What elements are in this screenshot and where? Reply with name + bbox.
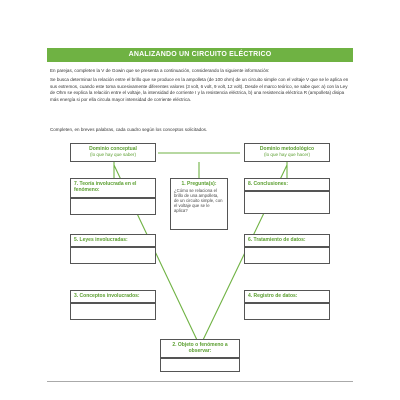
concepts-answer-box[interactable] [70,303,156,320]
object-answer-box[interactable] [160,358,240,372]
question-title: 1. Pregunta(s): [181,181,217,187]
conceptual-domain-subtitle: (lo que hay que saber) [90,152,136,157]
data-treatment-answer-box[interactable] [244,247,330,264]
methodological-domain-header [244,143,330,162]
theory-answer-box[interactable] [70,198,156,215]
data-record-box-label: 4. Registro de datos: [244,290,330,303]
question-text: ¿Cómo se relaciona el brillo de una ampolleta, de un circuito simple, con el voltaje que se le aplica? [174,188,223,214]
laws-box-label: 5. Leyes involucradas: [70,234,156,247]
methodological-domain-title: Dominio metodológico [259,146,315,152]
description-text: Se busca determinar la relación entre el brillo que se produce en la ampolleta (de 100 ohm) de un circuito simple con el voltaje V que se le aplica en sus extremos, cuando este toma sucesivamente diferentes valores (3 volt, 6 volt, 9 volt, 12 volt). Desde el marco teórico, se sabe que: a) con la Ley de Ohm se explica la relación entre el voltaje, la intensidad de corriente I y la resistencia eléctrica, b) una resistencia eléctrica R (ampolleta) disipa más energía si por ella circula mayor intensidad de corriente eléctrica. [50,77,349,103]
theory-box-label: 7. Teoría involucrada en el fenómeno: [70,178,156,198]
footer-divider [47,381,353,382]
conclusions-answer-box[interactable] [244,191,330,214]
laws-answer-box[interactable] [70,247,156,264]
data-treatment-box-label: 6. Tratamiento de datos: [244,234,330,247]
question-box[interactable] [170,178,228,230]
concepts-box-label: 3. Conceptos involucrados: [70,290,156,303]
instruction-text: Completen, en breves palabras, cada cuadro según los conceptos solicitados. [50,127,208,132]
object-box-label: 2. Objeto o fenómeno a observar: [160,339,240,358]
intro-text: En parejas, completen la V de Gowin que se presenta a continuación, considerando la siguiente información: [50,68,270,73]
conceptual-domain-header [70,143,156,162]
conceptual-domain-title: Dominio conceptual [89,146,137,152]
conclusions-box-label: 8. Conclusiones: [244,178,330,191]
methodological-domain-subtitle: (lo que hay que hacer) [264,152,310,157]
page-title: ANALIZANDO UN CIRCUITO ELÉCTRICO [47,48,353,62]
data-record-answer-box[interactable] [244,303,330,320]
